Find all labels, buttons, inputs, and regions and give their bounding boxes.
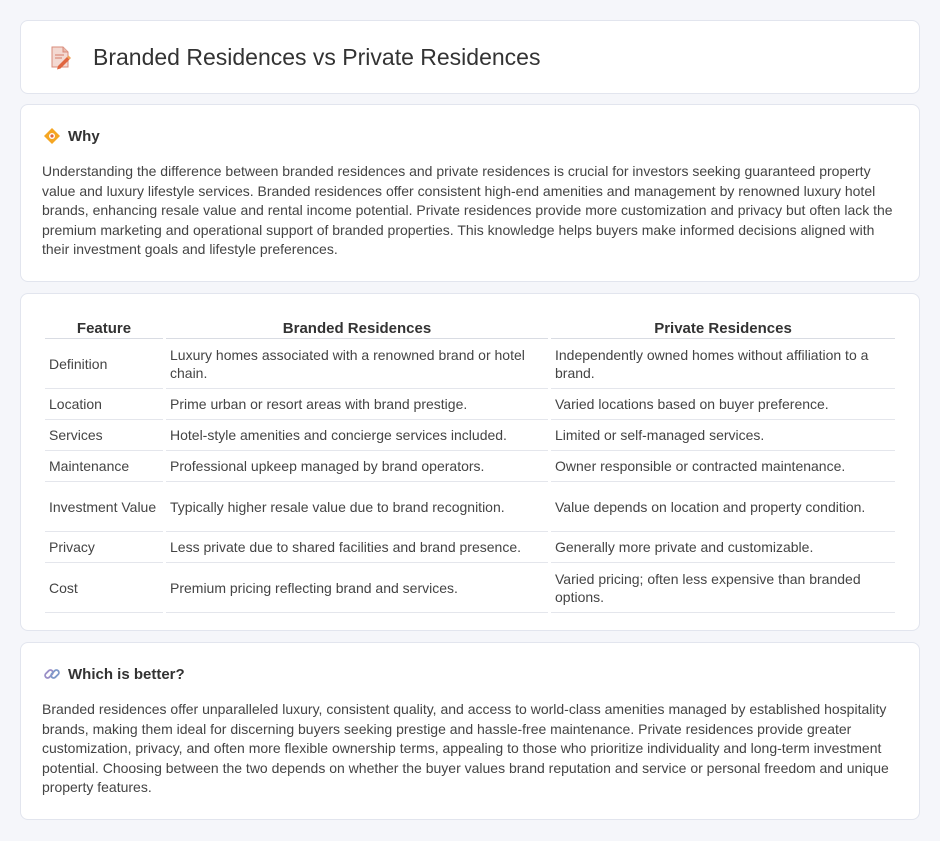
table-row <box>45 563 895 613</box>
table-row <box>45 482 895 532</box>
why-title: Why <box>68 127 100 145</box>
private-cell: Varied pricing; often less expensive than branded options. <box>551 563 895 613</box>
branded-cell: Typically higher resale value due to brand recognition. <box>166 482 548 532</box>
table-row <box>45 339 895 389</box>
page-title: Branded Residences vs Private Residences <box>93 43 541 70</box>
better-title: Which is better? <box>68 665 185 683</box>
diamond-bullet-icon <box>43 127 61 145</box>
private-cell: Value depends on location and property condition. <box>551 482 895 532</box>
feature-cell: Investment Value <box>45 482 163 532</box>
branded-cell: Luxury homes associated with a renowned brand or hotel chain. <box>166 339 548 389</box>
better-text: Branded residences offer unparalleled luxury, consistent quality, and access to world-class amenities managed by established hospitality brands, making them ideal for discerning buyers seeking prestige and hassle-free maintenance. Private residences provide greater customization, privacy, and often more flexible ownership terms, appealing to those who prioritize individuality and long-term investment potential. Choosing between the two depends on whether the buyer values brand reputation and service or personal freedom and unique property features. <box>42 701 889 795</box>
why-section <box>20 104 920 282</box>
private-cell: Independently owned homes without affiliation to a brand. <box>551 339 895 389</box>
header-feature: Feature <box>45 314 163 339</box>
feature-cell: Services <box>45 420 163 451</box>
feature-cell: Privacy <box>45 532 163 563</box>
header-card <box>20 20 920 94</box>
comparison-table <box>42 314 898 613</box>
table-row <box>45 451 895 482</box>
feature-cell: Cost <box>45 563 163 613</box>
document-pencil-icon <box>47 44 73 70</box>
feature-cell: Location <box>45 389 163 420</box>
table-row <box>45 389 895 420</box>
private-cell: Generally more private and customizable. <box>551 532 895 563</box>
feature-cell: Definition <box>45 339 163 389</box>
branded-cell: Professional upkeep managed by brand operators. <box>166 451 548 482</box>
branded-cell: Hotel-style amenities and concierge services included. <box>166 420 548 451</box>
header-branded: Branded Residences <box>166 314 548 339</box>
which-is-better-section <box>20 642 920 820</box>
branded-cell: Premium pricing reflecting brand and services. <box>166 563 548 613</box>
branded-cell: Less private due to shared facilities and brand presence. <box>166 532 548 563</box>
private-cell: Varied locations based on buyer preference. <box>551 389 895 420</box>
table-row <box>45 532 895 563</box>
link-icon <box>43 665 61 683</box>
feature-cell: Maintenance <box>45 451 163 482</box>
table-row <box>45 420 895 451</box>
private-cell: Limited or self-managed services. <box>551 420 895 451</box>
branded-cell: Prime urban or resort areas with brand prestige. <box>166 389 548 420</box>
why-text: Understanding the difference between branded residences and private residences is crucial for investors seeking guaranteed property value and luxury lifestyle services. Branded residences offer consistent high-end amenities and management by renowned luxury hotel brands, enhancing resale value and rental income potential. Private residences provide more customization and privacy but often lack the premium marketing and operational support of branded properties. This knowledge helps buyers make informed decisions aligned with their investment goals and lifestyle preferences. <box>42 163 893 257</box>
private-cell: Owner responsible or contracted maintenance. <box>551 451 895 482</box>
table-header-row <box>45 314 895 339</box>
header-private: Private Residences <box>551 314 895 339</box>
comparison-table-card <box>20 293 920 631</box>
